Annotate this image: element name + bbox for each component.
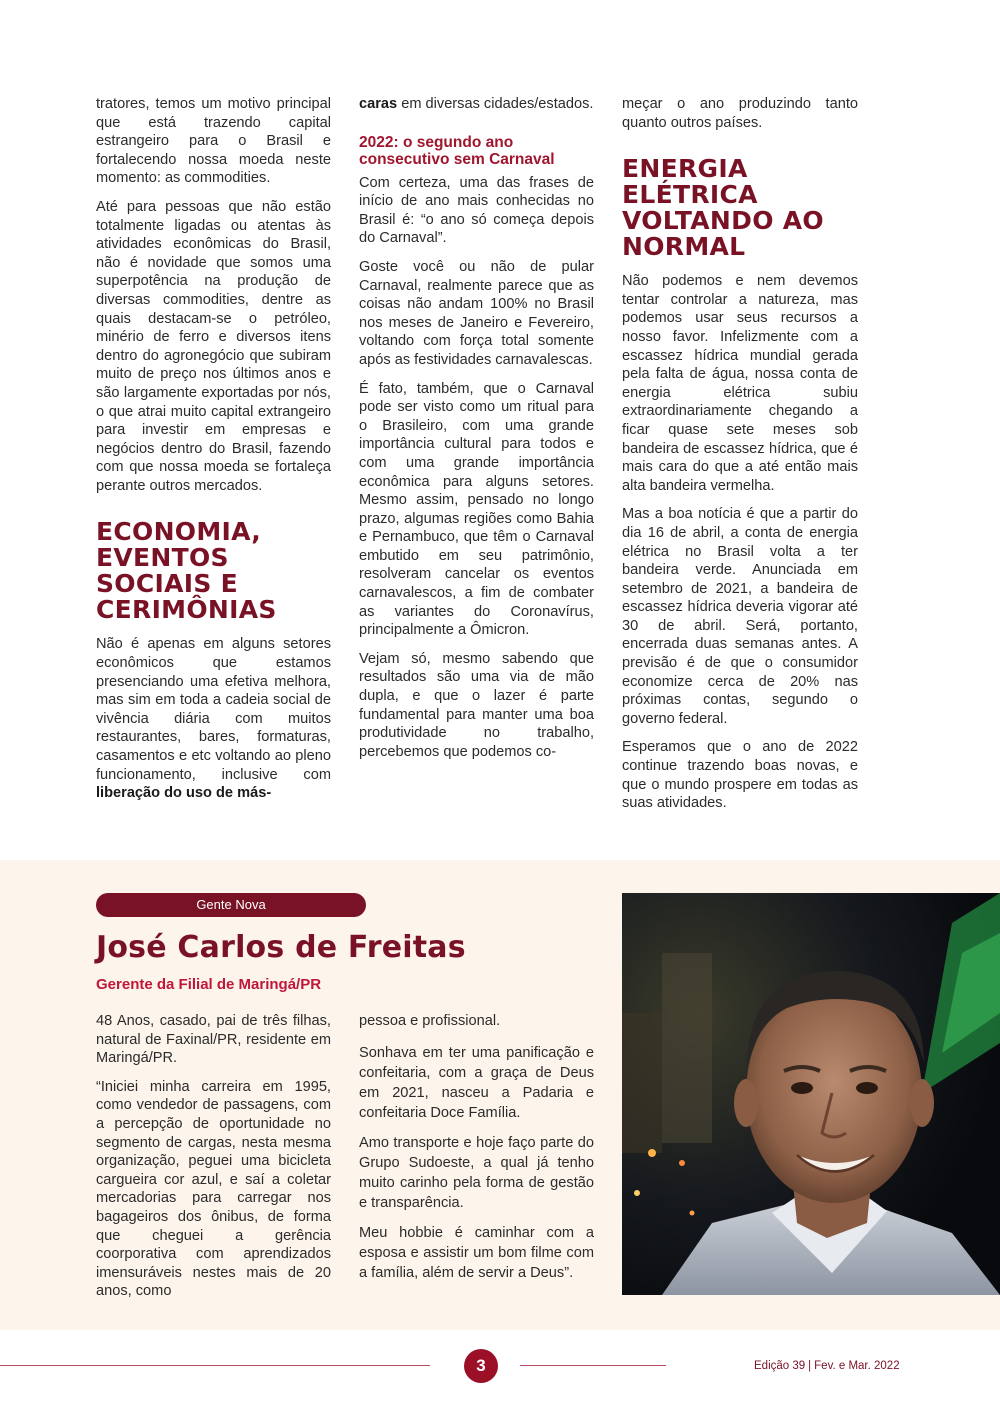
paragraph: pessoa e profissional. [359, 1013, 501, 1029]
edition-separator: | [808, 1360, 812, 1372]
paragraph: É fato, também, que o Carnaval pode ser visto como um ritual para o Brasileiro, com uma grande importância cultural para todos e com uma grande importância econômica para alguns setores. Mesmo assim, pensado no longo prazo, algumas regiões como Bahia e Pernambuco, que têm o Carnaval embutido em seu patrimônio, resolveram cancelar os eventos carnavalescos, a fim de combater as variantes do Coronavírus, principalmente a Ômicron. [359, 380, 594, 639]
bold-text: caras [359, 96, 398, 112]
paragraph: Amo transporte e hoje faço parte do Grupo Sudoeste, a qual já tenho muito carinho pela forma de gestão e transparência. [359, 1134, 594, 1211]
paragraph: Goste você ou não de pular Carnaval, realmente parece que as coisas não andam 100% no Brasil nos meses de Janeiro e Fevereiro, voltando com força total somente após as festividades carnavalescas. [359, 258, 594, 368]
paragraph [96, 635, 331, 802]
paragraph: Até para pessoas que não estão totalmente ligadas ou atentas às atividades econômicas do Brasil, não é novidade que somos uma superpotência na produção de diversas commodities, dentre as quais destacam-se o petróleo, minério de ferro e diversos itens dentro do agronegócio que subiram muito de preço nos últimos anos e são largamente exportadas por nós, o que atrai muito capital extrangeiro para investir em empresas e negócios dentro do Brasil, fazendo com que nossa moeda se fortaleça perante outros mercados. [96, 198, 331, 494]
bold-text: liberação do uso de más- [96, 785, 272, 802]
section-heading-energia: ENERGIA ELÉTRICA VOLTANDO AO NORMAL [622, 154, 824, 262]
paragraph-text: em diversas cidades/estados. [397, 96, 594, 112]
paragraph-text: Não é apenas em alguns setores econômicos que estamos presenciando uma efetiva melhora, mas sim em toda a cadeia social de vivência diária com muitos restaurantes, bares, formaturas, casamentos e etc voltando ao pleno funcionamento, inclusive com [96, 636, 331, 783]
profile-column-1 [96, 1012, 331, 1301]
edition-label [754, 1360, 900, 1372]
paragraph: 48 Anos, casado, pai de três filhas, natural de Faxinal/PR, residente em Maringá/PR. [96, 1013, 331, 1067]
subheading-carnaval: 2022: o segundo ano consecutivo sem Carnaval [359, 133, 555, 168]
article-column-3 [622, 95, 858, 813]
paragraph: meçar o ano produzindo tanto quanto outros países. [622, 96, 858, 131]
paragraph: Vejam só, mesmo sabendo que resultados são uma via de mão dupla, e que o lazer é parte fundamental para manter uma boa produtividade no trabalho, percebemos que podemos co- [359, 650, 594, 760]
footer-divider-right [520, 1365, 666, 1366]
profile-role: Gerente da Filial de Maringá/PR [96, 976, 322, 993]
paragraph: Não podemos e nem devemos tentar controlar a natureza, mas podemos usar seus recursos a nosso favor. Infelizmente com a escassez hídrica mundial gerada pela falta de água, nossa conta de energia elétrica subiu extraordinariamente chegando a ficar quase sete meses sob bandeira de escassez hídrica, que é mais cara do que a até então mais alta bandeira vermelha. [622, 273, 858, 494]
paragraph: Com certeza, uma das frases de início de ano mais conhecidas no Brasil é: “o ano só começa depois do Carnaval”. [359, 174, 594, 247]
section-heading-economia: ECONOMIA, EVENTOS SOCIAIS E CERIMÔNIAS [96, 517, 277, 625]
paragraph: Sonhava em ter uma panificação e confeitaria, com a graça de Deus em 2021, nasceu a Padaria e confeitaria Doce Família. [359, 1044, 594, 1121]
edition-number: Edição 39 [754, 1360, 806, 1372]
paragraph [359, 95, 594, 114]
profile-column-2 [359, 1012, 594, 1283]
portrait-illustration [622, 893, 1000, 1295]
section-tag: Gente Nova [96, 893, 366, 917]
article-column-1 [96, 95, 331, 803]
edition-period: Fev. e Mar. 2022 [814, 1360, 900, 1372]
article-column-2 [359, 95, 594, 761]
page-number-badge: 3 [464, 1349, 498, 1383]
paragraph: tratores, temos um motivo principal que está trazendo capital estrangeiro para o Brasil e fortalecendo nossa moeda neste momento: as commodities. [96, 96, 331, 187]
paragraph: Mas a boa notícia é que a partir do dia 16 de abril, a conta de energia elétrica no Brasil volta a ter bandeira verde. Anunciada em setembro de 2021, a bandeira de escassez hídrica deveria vigorar até 30 de abril. Será, portanto, encerrada duas semanas antes. A previsão é de que o consumidor economize cerca de 20% nas próximas contas, segundo o governo federal. [622, 506, 858, 727]
paragraph: Meu hobbie é caminhar com a esposa e assistir um bom filme com a família, além de servir a Deus”. [359, 1224, 594, 1281]
footer-divider-left [0, 1365, 430, 1366]
profile-name: José Carlos de Freitas [96, 930, 466, 965]
paragraph: Esperamos que o ano de 2022 continue trazendo boas novas, e que o mundo prospere em todas as suas atividades. [622, 739, 858, 812]
profile-photo [622, 893, 1000, 1295]
paragraph: “Iniciei minha carreira em 1995, como vendedor de passagens, com a percepção de oportunidade no segmento de cargas, nesta mesma organização, peguei uma bicicleta cargueira cor azul, e saí a coletar mercadorias para carregar nos bagageiros dos ônibus, de forma que cheguei a gerência coorporativa com aprendizados imensuráveis nestes mais de 20 anos, como [96, 1078, 331, 1300]
